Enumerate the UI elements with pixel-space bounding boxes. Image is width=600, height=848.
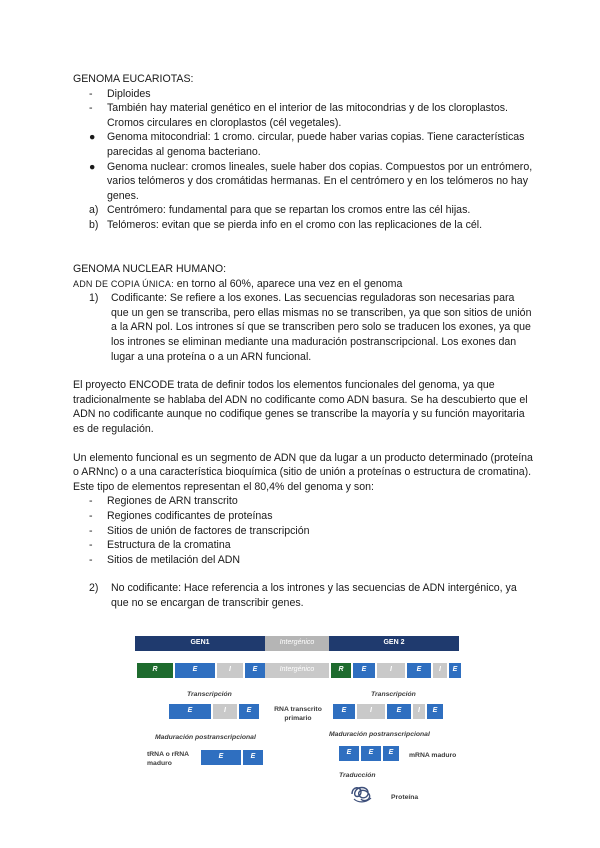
paragraph-functional: Un elemento funcional es un segmento de ADN que da lugar a un producto determinado (proteína o ARNnc) o a una característica bioquímica (sitio de unión a proteínas o estructura de cromatina). Este tipo de elementos representan el 80,4% del genoma y son:: [73, 451, 533, 493]
exon-segment: E: [243, 750, 263, 765]
exon-segment: E: [449, 663, 461, 678]
numbered-item-2: 2) No codificante: Hace referencia a los intrones y las secuencias de ADN intergénico, ya que no se encargan de transcribir genes.: [89, 582, 517, 609]
exon-segment: E: [333, 704, 355, 719]
list-item: - Regiones de ARN transcrito: [89, 495, 238, 508]
list-item: - Diploides: [89, 87, 151, 100]
section-genoma-eucariotas: [73, 72, 533, 233]
exon-segment: E: [407, 663, 431, 678]
bullet-icon: ●: [89, 131, 96, 144]
exon-segment: E: [383, 746, 399, 761]
rna-primary-label: RNA transcrito primario: [274, 706, 322, 722]
maturation-label: Maduración postranscripcional: [329, 731, 430, 738]
list-item: ● Genoma mitocondrial: 1 cromo. circular, puede haber varias copias. Tiene características parecidas al genoma bacteriano.: [89, 131, 525, 158]
maturation-label: Maduración postranscripcional: [155, 734, 256, 741]
list-item: b) Telómeros: evitan que se pierda info en el cromo con las replicaciones de la cél.: [89, 218, 483, 231]
trna-label: tRNA o rRNA maduro: [147, 751, 189, 767]
exon-segment: E: [387, 704, 411, 719]
paragraph-encode: El proyecto ENCODE trata de definir todos los elementos funcionales del genoma, ya que tradicionalmente se hablaba del ADN no codificante como ADN basura. Se ha descubierto que el ADN no codificante aunque no codifique genes se transcribe la mayoría y su función mayoritaria es de regulación.: [73, 379, 528, 435]
list-item: - También hay material genético en el interior de las mitocondrias y de los cloroplastos. Cromos circulares en cloroplastos (cél vegetales).: [89, 102, 508, 129]
regulatory-segment: R: [331, 663, 351, 678]
exon-segment: E: [169, 704, 211, 719]
bullet-list: [73, 130, 533, 203]
exon-segment: E: [353, 663, 375, 678]
gen2-header: GEN 2: [329, 636, 459, 651]
protein-icon: [349, 784, 375, 804]
copy-unique-line: ADN DE COPIA ÚNICA: en torno al 60%, aparece una vez en el genoma: [73, 277, 403, 290]
regulatory-segment: R: [137, 663, 173, 678]
section-title: GENOMA EUCARIOTAS:: [73, 73, 194, 85]
transcription-label: Transcripción: [371, 691, 416, 698]
protein-label: Proteína: [391, 794, 419, 801]
functional-list: [73, 494, 533, 567]
list-item: a) Centrómero: fundamental para que se repartan los cromos entre las cél hijas.: [89, 204, 471, 217]
list-item: - Sitios de unión de factores de transcripción: [89, 524, 310, 537]
alpha-list: [73, 203, 533, 232]
exon-segment: E: [245, 663, 265, 678]
list-item: ● Genoma nuclear: cromos lineales, suele haber dos copias. Compuestos por un entrómero, varios telómeros y dos cromátidas hermanas. En el centrómero y en los telómeros no hay genes.: [89, 160, 533, 202]
exon-segment: E: [339, 746, 359, 761]
exon-segment: E: [239, 704, 259, 719]
exon-segment: E: [175, 663, 215, 678]
dash-list: [73, 87, 533, 131]
intergenic-segment: Intergénico: [265, 663, 329, 678]
intron-segment: I: [377, 663, 405, 678]
gen1-header: GEN1: [135, 636, 265, 651]
bullet-icon: ●: [89, 160, 96, 173]
intergenic-header: Intergénico: [265, 636, 329, 651]
intron-segment: I: [357, 704, 385, 719]
list-item: - Sitios de metilación del ADN: [89, 553, 241, 566]
numbered-item-1: 1) Codificante: Se refiere a los exones. Las secuencias reguladoras son necesarias para que un gen se transcriba, pero ellas mismas no se transcriben, ya que son sitios de unión a la ARN pol. Los intrones sí que se transcriben pero solo se traducen los exones, ya que los intrones se eliminan mediante una maduración postranscripcional. Los exones dan lugar a una proteína o a un ARN funcional.: [89, 292, 532, 363]
section-title: GENOMA NUCLEAR HUMANO:: [73, 263, 227, 275]
transcription-label: Transcripción: [187, 691, 232, 698]
translation-label: Traducción: [339, 772, 376, 779]
exon-segment: E: [427, 704, 443, 719]
mrna-label: mRNA maduro: [409, 752, 457, 759]
exon-segment: E: [201, 750, 241, 765]
intron-segment: I: [413, 704, 425, 719]
list-item: - Regiones codificantes de proteínas: [89, 509, 273, 522]
intron-segment: I: [213, 704, 237, 719]
list-item: - Estructura de la cromatina: [89, 539, 231, 552]
intron-segment: I: [433, 663, 447, 678]
gene-structure-diagram: [135, 636, 465, 806]
intron-segment: I: [217, 663, 243, 678]
section-genoma-nuclear: [73, 262, 533, 610]
exon-segment: E: [361, 746, 381, 761]
